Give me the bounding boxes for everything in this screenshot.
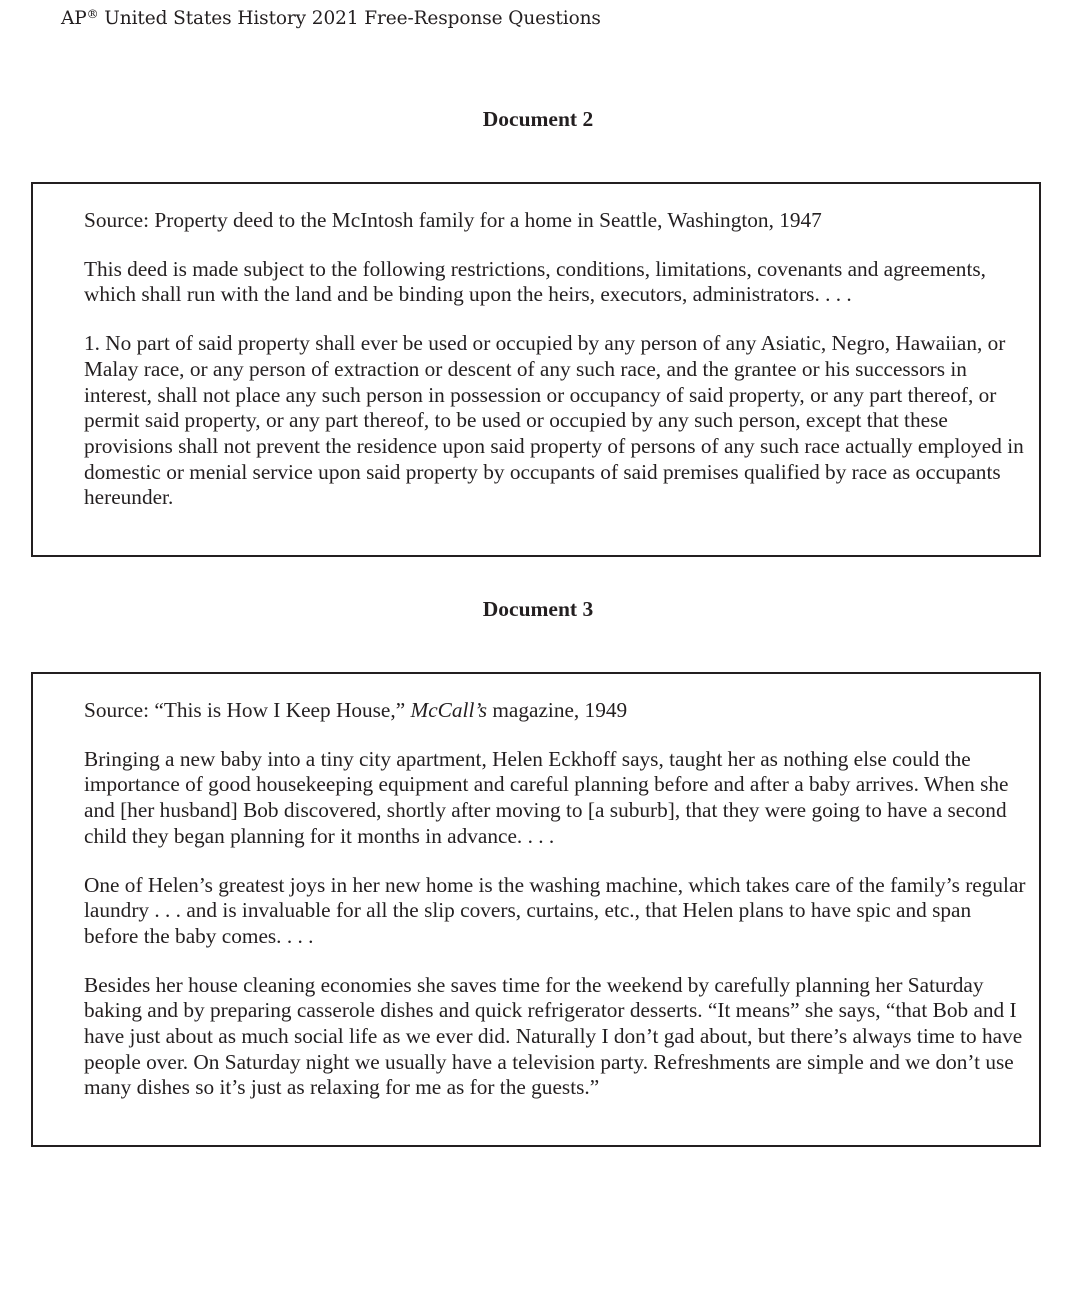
page-header [61,8,601,29]
header-title-prefix: AP [61,8,87,29]
document-2-source: Source: Property deed to the McIntosh family for a home in Seattle, Washington, 1947 [84,208,822,232]
document-3-paragraph: Besides her house cleaning economies she saves time for the weekend by carefully planning her Saturday baking and by preparing casserole dishes and quick refrigerator desserts. “It means” she says, “that Bob and I have just about as much social life as we ever did. Naturally I don’t gad about, but there’s always time to have people over. On Saturday night we usually have a television party. Refreshments are simple and we don’t use many dishes so it’s just as relaxing for me as for the guests.” [84,972,1023,1100]
document-2-title: Document 2 [482,107,594,131]
document-2-box [31,182,1041,557]
document-3-paragraph: Bringing a new baby into a tiny city apartment, Helen Eckhoff says, taught her as nothing else could the importance of good housekeeping equipment and careful planning before and after a baby arrives. When she and [her husband] Bob discovered, shortly after moving to [a suburb], that they were going to have a second child they began planning for it months in advance. . . . [84,746,1009,848]
document-2-paragraph: 1. No part of said property shall ever be used or occupied by any person of any Asiatic, Negro, Hawaiian, or Malay race, or any person of extraction or descent of any such race, and the grantee or his successors in interest, shall not place any such person in possession or occupancy of said property, or any part thereof, or permit said property, or any part thereof, to be used or occupied by any such person, except that these provisions shall not prevent the residence upon said property of persons of any such race actually employed in domestic or menial service upon said property by occupants of said premises qualified by race as occupants hereunder. [84,331,1024,510]
document-3-source-prefix: Source: “This is How I Keep House,” [84,698,411,722]
document-3-paragraph: One of Helen’s greatest joys in her new home is the washing machine, which takes care of the family’s regular laundry . . . and is invaluable for all the slip covers, curtains, etc., that Helen plans to have spic and span before the baby comes. . . . [84,872,1026,948]
document-2-paragraph: This deed is made subject to the following restrictions, conditions, limitations, covenants and agreements, which shall run with the land and be binding upon the heirs, executors, administrators. . . . [84,256,986,307]
document-3-source-publication: McCall’s [410,698,487,722]
document-3-title: Document 3 [482,597,594,621]
document-3-box [31,672,1041,1147]
document-3-source-suffix: magazine, 1949 [487,698,628,722]
registered-mark: ® [86,7,99,21]
header-title-rest: United States History 2021 Free-Response Questions [98,8,601,29]
document-3-source [84,698,1029,724]
